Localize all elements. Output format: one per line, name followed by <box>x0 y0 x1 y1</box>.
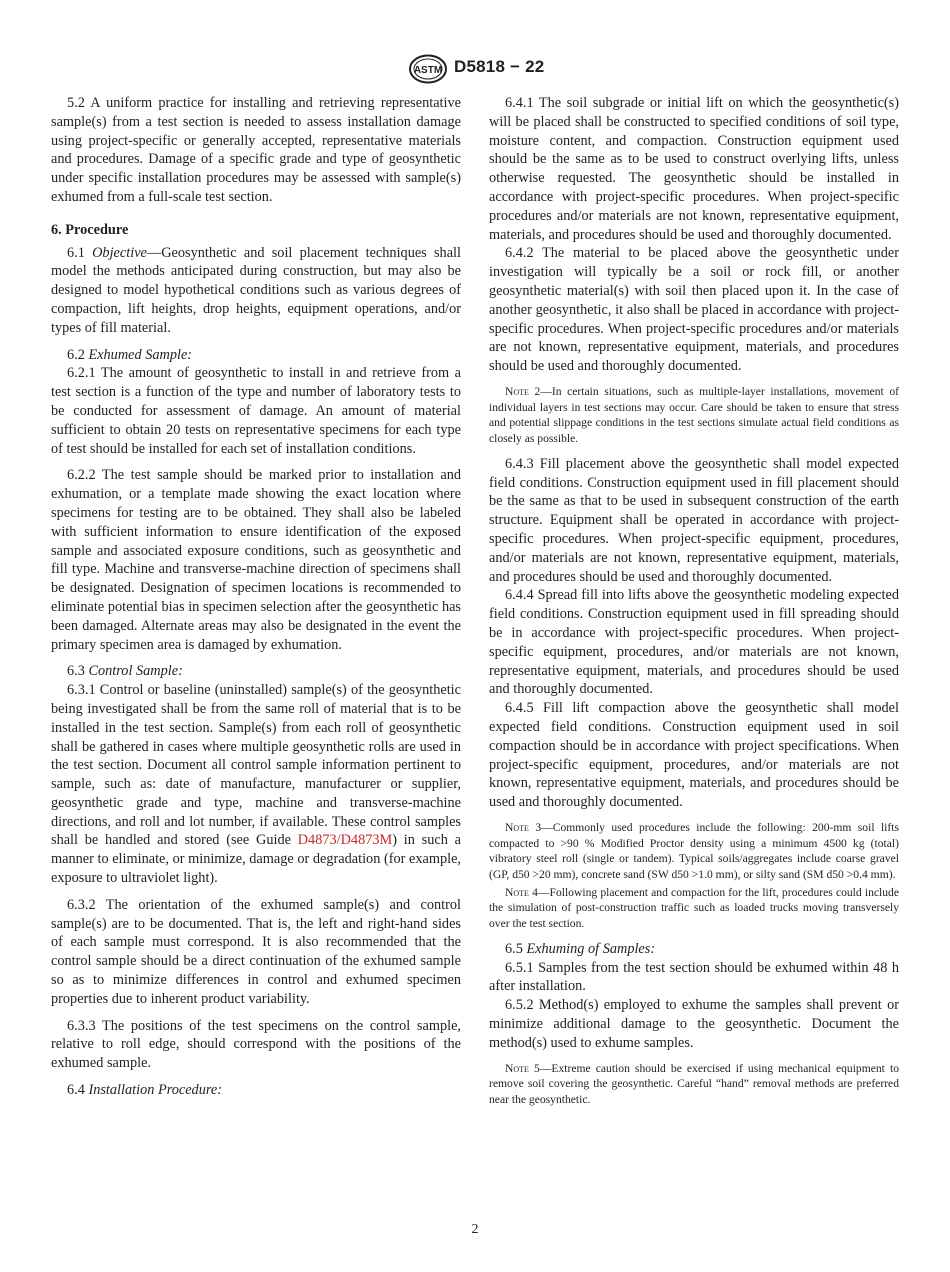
page-number: 2 <box>471 1222 479 1237</box>
paragraph-6-4-1: 6.4.1 The soil subgrade or initial lift on which the geosynthetic(s) will be placed shall be constructed to specified conditions of soil type, moisture content, and compaction. Construction equipment used should be the same as to be used to construct overlying lifts, unless otherwise requested. The geosynthetic should be installed in accordance with project-specific procedures. When project-specific procedures and/or materials are not known, representative equipment, materials, and procedures should be used and thoroughly documented. <box>489 95 899 243</box>
paragraph-6-5-1: 6.5.1 Samples from the test section should be exhumed within 48 h after installation. <box>489 959 899 995</box>
paragraph-6-1: 6.1 Objective—Geosynthetic and soil placement techniques shall model the methods anticipated during construction, but may also be designed to model hypothetical conditions such as various degrees of compaction, lift heights, drop heights, equipment operations, and/or types of fill material. <box>51 244 461 336</box>
paragraph-6-2-1: 6.2.1 The amount of geosynthetic to install in and retrieve from a test section is a function of the type and number of laboratory tests to be conducted for assessment of damage. An amount of material sufficient to obtain 20 tests on representative specimens for each type of test should be installed for each set of installation conditions. <box>51 365 461 457</box>
note-4: Note 4—Following placement and compaction for the lift, procedures could include the simulation of post-construction traffic such as loaded trucks moving transversely over the test section. <box>489 885 899 931</box>
paragraph-6-4-4: 6.4.4 Spread fill into lifts above the geosynthetic modeling expected field conditions. Construction equipment used in fill spreading should be in accordance with project-specific procedures. When project-specific equipment, procedures, and/or materials are not known, representative equipment, materials, and procedures should be used and thoroughly documented. <box>489 587 899 698</box>
paragraph-6-5: 6.5 Exhuming of Samples: <box>505 940 656 957</box>
paragraph-6-5-2: 6.5.2 Method(s) employed to exhume the samples shall prevent or minimize additional damage to the geosynthetic. Document the method(s) used to exhume samples. <box>489 997 899 1051</box>
paragraph-6-3-2: 6.3.2 The orientation of the exhumed sample(s) and control sample(s) are to be documented. That is, the left and right-hand sides of each sample must correspond. It is also recommended that the control sample should be a direct continuation of the exhumed sample so as to minimize differences in control and exhumed specimen properties due to inherent product variability. <box>51 896 461 1007</box>
paragraph-6-2-2: 6.2.2 The test sample should be marked prior to installation and exhumation, or a template made showing the exact location where specimens for testing are to be obtained. They shall also be labeled with sufficient information to ensure identification of the exposed sample and associated exposure conditions, such as geosynthetic and fill type. Machine and transverse-machine direction of specimens shall be designated. Designation of specimen locations is recommended to eliminate potential bias in specimen selection after the geosynthetic has been damaged. Alternate areas may also be designated in the event the primary specimen area is damaged by exhumation. <box>51 467 461 653</box>
right-column <box>489 94 899 1108</box>
document-id: D5818 − 22 <box>454 57 545 76</box>
note-3: Note 3—Commonly used procedures include the following: 200-mm soil lifts compacted to >90 % Modified Proctor density using a minimum 4500 kg (total) vibratory steel roll (single or tandem). Typical soils/aggregates include coarse gravel (GP, d50 >20 mm), concrete sand (SW d50 >1.0 mm), or silty sand (SM d50 >0.4 mm). <box>489 820 899 882</box>
note-2: Note 2—In certain situations, such as multiple-layer installations, movement of individual layers in test sections may occur. Care should be taken to ensure that stress and potential slippage conditions in the test sections simulate actual field conditions as closely as possible. <box>489 384 899 446</box>
note-5: Note 5—Extreme caution should be exercised if using mechanical equipment to remove soil covering the geosynthetic. Careful “hand” removal methods are preferred near the geosynthetic. <box>489 1061 899 1107</box>
paragraph-6-4-5: 6.4.5 Fill lift compaction above the geosynthetic shall model expected field conditions. Construction equipment used in soil compaction should be in accordance with project specifications. When project-specific equipment, procedures, and/or materials are not known, representative equipment, materials, and procedures should be used and thoroughly documented. <box>489 700 899 811</box>
paragraph-6-4: 6.4 Installation Procedure: <box>67 1082 222 1099</box>
svg-text:ASTM: ASTM <box>413 65 443 76</box>
paragraph-6-4-3: 6.4.3 Fill placement above the geosynthetic shall model expected field conditions. Construction equipment used in fill placement should be the same as that to be used in subsequent construction of the earth structure. Equipment shall be operated in accordance with project-specific procedures. When project-specific equipment, procedures, and/or materials are not known, representative equipment, materials, and procedures should be used and thoroughly documented. <box>489 455 899 585</box>
astm-logo-icon <box>408 54 448 84</box>
paragraph-6-2: 6.2 Exhumed Sample: <box>67 346 193 363</box>
page-header <box>0 54 950 86</box>
paragraph-6-3-1: 6.3.1 Control or baseline (uninstalled) sample(s) of the geosynthetic being investigated shall be from the same roll of material that is to be installed in the test section. Sample(s) from each roll of geosynthetic shall be gathered in cases where multiple geosynthetic rolls are used in the test section. Document all control sample information pertinent to sample, such as: date of manufacture, manufacturer or supplier, geosynthetic grade and type, machine and transverse-machine directions, and roll and lot number, if available. These control samples shall be handled and stored (see Guide D4873/D4873M) in such a manner to eliminate, or minimize, damage or degradation (for example, exposure to ultraviolet light). <box>51 682 462 887</box>
left-column <box>51 94 461 1100</box>
paragraph-5-2: 5.2 A uniform practice for installing and retrieving representative sample(s) from a test section is needed to assess installation damage using project-specific or generally accepted, representative materials and procedures. Damage of a specific grade and type of geosynthetic under specific installation procedures may be assessed with sample(s) exhumed from a full-scale test section. <box>51 95 461 205</box>
paragraph-6-3-3: 6.3.3 The positions of the test specimens on the control sample, relative to roll edge, should correspond with the positions of the exhumed sample. <box>51 1017 461 1072</box>
paragraph-6-3: 6.3 Control Sample: <box>67 663 183 680</box>
section-heading-procedure: 6. Procedure <box>51 221 129 238</box>
paragraph-6-4-2: 6.4.2 The material to be placed above the geosynthetic under investigation will typically be a soil or rock fill, or another geosynthetic material(s) with soil then placed upon it. In the case of another geosynthetic, it also shall be placed in accordance with project-specific procedures. When project-specific procedures and/or materials are not known, representative equipment, materials, and procedures should be used and thoroughly documented. <box>489 245 899 375</box>
reference-link-d4873[interactable]: D4873/D4873M <box>297 832 393 849</box>
